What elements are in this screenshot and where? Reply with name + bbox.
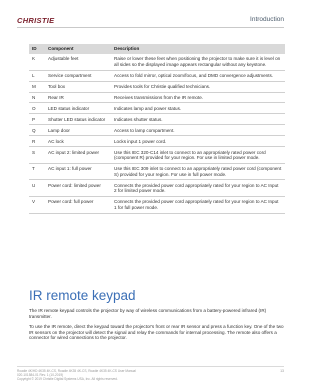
cell-description: Locks input 1 power cord. — [111, 136, 285, 147]
cell-description: Receives transmissions from the IR remote. — [111, 92, 285, 103]
cell-component: AC input 2: limited power — [45, 147, 111, 164]
table-row — [29, 163, 285, 180]
cell-id: M — [29, 81, 45, 92]
column-header-component: Component — [45, 44, 111, 54]
table-header-row — [29, 44, 285, 54]
footer-doc-number: 020-101584-01 Rev. 1 (10-2019) — [17, 373, 64, 377]
cell-description: Connects the provided power cord appropriately rated for your region to AC Input 1 for full power mode. — [111, 197, 285, 214]
cell-component: Adjustable feet — [45, 54, 111, 70]
cell-component: Shutter LED status indicator — [45, 114, 111, 125]
table-row — [29, 103, 285, 114]
cell-component: AC input 1: full power — [45, 163, 111, 180]
cell-id: S — [29, 147, 45, 164]
page-number: 13 — [280, 369, 284, 373]
table-row — [29, 180, 285, 197]
cell-id: O — [29, 103, 45, 114]
cell-id: V — [29, 197, 45, 214]
column-header-id: ID — [29, 44, 45, 54]
footer-product-line: Roadie 4K/HD 4K35 4K-CS, Roadie 4K35 4K-CS, Roadie 4K35 4K-CS User Manual — [17, 369, 136, 373]
cell-component: LED status indicator — [45, 103, 111, 114]
cell-component: Tool box — [45, 81, 111, 92]
cell-id: N — [29, 92, 45, 103]
christie-logo: CHRISTIE — [17, 16, 55, 25]
cell-description: Connects the provided power cord appropriately rated for your region to AC Input 2 for limited power mode. — [111, 180, 285, 197]
cell-component: AC lock — [45, 136, 111, 147]
column-header-description: Description — [111, 44, 285, 54]
footer-divider — [17, 366, 284, 367]
cell-id: U — [29, 180, 45, 197]
cell-description: Indicates lamp and power status. — [111, 103, 285, 114]
cell-description: Raise or lower these feet when positioning the projector to make sure it is level on all sides so the displayed image appears rectangular without any keystone. — [111, 54, 285, 70]
table-row — [29, 136, 285, 147]
header-divider — [17, 27, 284, 28]
cell-component: Power cord: full power — [45, 197, 111, 214]
section-label: Introduction — [250, 16, 284, 23]
table-row — [29, 54, 285, 70]
component-table — [29, 44, 285, 214]
cell-component: Rear IR — [45, 92, 111, 103]
cell-component: Service compartment — [45, 70, 111, 81]
table-row — [29, 70, 285, 81]
cell-description: Access to lamp compartment. — [111, 125, 285, 136]
cell-id: L — [29, 70, 45, 81]
cell-description: Access to fold mirror, optical zoom/focus, and DMD convergence adjustments. — [111, 70, 285, 81]
table-row — [29, 147, 285, 164]
page-header — [0, 0, 300, 30]
table-row — [29, 114, 285, 125]
section-heading: IR remote keypad — [29, 288, 136, 303]
cell-component: Lamp door — [45, 125, 111, 136]
cell-description: Provides tools for Christie qualified technicians. — [111, 81, 285, 92]
intro-paragraph: The IR remote keypad controls the projector by way of wireless communications from a battery-powered infrared (IR) transmitter. — [29, 308, 267, 319]
cell-id: Q — [29, 125, 45, 136]
table-row — [29, 197, 285, 214]
cell-id: P — [29, 114, 45, 125]
table-row — [29, 81, 285, 92]
usage-paragraph: To use the IR remote, direct the keypad toward the projector's front or rear IR sensor and press a function key. One of the two IR sensors on the projector will detect the signal and relay the commands for internal processing. The remote also offers a connector for wired connections to the projector. — [29, 324, 284, 341]
cell-description: Use this IEC 309 inlet to connect to an appropriately rated power cord (component S) provided for your region. For use in full power mode. — [111, 163, 285, 180]
footer-copyright: Copyright © 2019 Christie Digital Systems USA, Inc. All rights reserved. — [17, 377, 118, 381]
cell-id: K — [29, 54, 45, 70]
cell-description: Indicates shutter status. — [111, 114, 285, 125]
page-footer — [17, 369, 136, 381]
table-row — [29, 125, 285, 136]
cell-id: T — [29, 163, 45, 180]
table-row — [29, 92, 285, 103]
cell-description: Use this IEC 320-C14 inlet to connect to an appropriately rated power cord (component R) provided for your region. For use in limited power mode. — [111, 147, 285, 164]
cell-component: Power cord: limited power — [45, 180, 111, 197]
cell-id: R — [29, 136, 45, 147]
